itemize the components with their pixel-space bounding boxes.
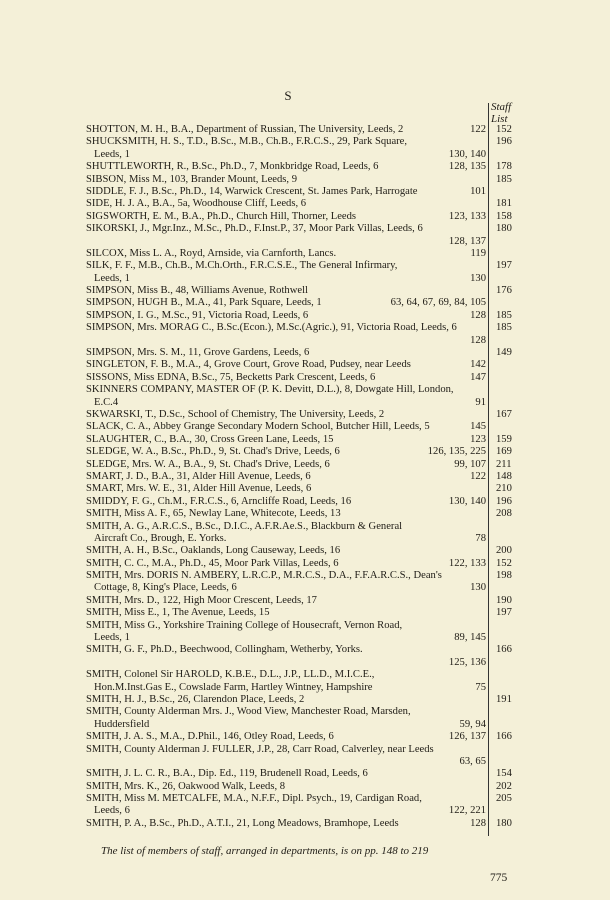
entry-text: SMITH, A. H., B.Sc., Oaklands, Long Causeway, Leeds, 16 [86, 545, 341, 557]
index-entry [86, 780, 512, 793]
entry-staff-page: 190 [496, 594, 512, 606]
entry-text: SMITH, J. L. C. R., B.A., Dip. Ed., 119, Brudenell Road, Leeds, 6 [86, 768, 368, 780]
index-entry-line [86, 495, 512, 508]
entry-page-refs: 130 [470, 582, 486, 594]
index-entry-line [86, 644, 512, 656]
index-entry-line [86, 408, 512, 421]
index-entry [86, 433, 512, 446]
entry-text: Leeds, 1 [94, 632, 130, 644]
entry-text: SINGLETON, F. B., M.A., 4, Grove Court, Grove Road, Pudsey, near Leeds [86, 359, 411, 371]
index-entry-line [86, 161, 512, 173]
index-entry-line [86, 124, 512, 136]
index-entry [86, 557, 512, 570]
index-entry-line [86, 570, 512, 582]
index-entry [86, 545, 512, 557]
index-entry-line [86, 620, 486, 632]
index-entry [86, 210, 512, 223]
index-entry-line [86, 297, 486, 309]
index-entry-line [86, 768, 512, 780]
entry-staff-page: 180 [496, 223, 512, 235]
entry-text: SIMPSON, Mrs. S. M., 11, Grove Gardens, Leeds, 6 [86, 347, 310, 359]
index-entry [86, 347, 512, 359]
index-entry-line [86, 657, 486, 669]
index-entry [86, 768, 512, 780]
entry-staff-page: 198 [496, 570, 512, 582]
entry-text: SIMPSON, HUGH B., M.A., 41, Park Square, Leeds, 1 [86, 297, 322, 309]
entry-text: Leeds, 6 [94, 805, 130, 817]
index-entry-line [86, 744, 486, 756]
entry-page-refs: 126, 137 [448, 731, 486, 743]
entry-page-refs: 63, 65 [459, 755, 486, 767]
entry-text: SKINNERS COMPANY, MASTER OF (P. K. Devitt, D.L.), 8, Dowgate Hill, London, [86, 384, 454, 396]
index-entry-line [86, 384, 486, 396]
index-entry-line [86, 186, 486, 198]
entry-text: SMITH, A. G., A.R.C.S., B.Sc., D.I.C., A.F.R.Ae.S., Blackburn & General [86, 520, 403, 532]
index-entry [86, 669, 486, 694]
entry-text: SLEDGE, W. A., B.Sc., Ph.D., 9, St. Chad's Drive, Leeds, 6 [86, 446, 340, 458]
entry-staff-page: 152 [496, 557, 512, 569]
entry-text: SMITH, H. J., B.Sc., 26, Clarendon Place, Leeds, 2 [86, 693, 305, 705]
entry-text: SIKORSKI, J., Mgr.Inz., M.Sc., Ph.D., F.Inst.P., 37, Moor Park Villas, Leeds, 6 [86, 223, 423, 235]
entry-staff-page: 205 [496, 793, 512, 805]
entry-page-refs: 145 [470, 421, 486, 433]
index-entry-list [86, 124, 512, 830]
index-entry-line [86, 557, 512, 570]
index-entry-line [86, 594, 512, 607]
index-entry-line [86, 223, 512, 235]
entry-page-refs: 122, 133 [448, 557, 486, 569]
index-entry-line [86, 582, 486, 594]
entry-page-refs: 122 [470, 124, 486, 135]
index-entry [86, 161, 512, 173]
entry-text: SMITH, P. A., B.Sc., Ph.D., A.T.I., 21, Long Meadows, Bramhope, Leeds [86, 817, 399, 829]
entry-text: SLAUGHTER, C., B.A., 30, Cross Green Lane, Leeds, 15 [86, 433, 334, 445]
entry-page-refs: 128, 137 [448, 235, 486, 247]
index-entry [86, 470, 512, 483]
index-entry [86, 607, 512, 619]
entry-staff-page: 200 [496, 545, 512, 557]
entry-page-refs: 122 [470, 470, 486, 482]
entry-text: SMITH, C. C., M.A., Ph.D., 45, Moor Park Villas, Leeds, 6 [86, 557, 339, 569]
entry-staff-page: 152 [496, 124, 512, 135]
entry-staff-page: 158 [496, 210, 512, 222]
entry-staff-page: 185 [496, 322, 512, 334]
entry-text: SMITH, Miss A. F., 65, Newlay Lane, Whitecote, Leeds, 13 [86, 508, 341, 520]
entry-staff-page: 167 [496, 408, 512, 420]
index-entry [86, 495, 512, 508]
entry-text: SHUTTLEWORTH, R., B.Sc., Ph.D., 7, Monkbridge Road, Leeds, 6 [86, 161, 379, 173]
index-entry-line [86, 508, 512, 520]
index-entry-line [86, 260, 512, 272]
index-entry-line [86, 521, 486, 533]
entry-text: Hon.M.Inst.Gas E., Cowslade Farm, Hartley Wintney, Hampshire [94, 681, 373, 693]
index-entry-line [86, 545, 512, 557]
entry-page-refs: 75 [475, 681, 486, 693]
index-entry-line [86, 780, 512, 793]
page-number: 775 [490, 872, 508, 884]
entry-text: SKWARSKI, T., D.Sc., School of Chemistry, The University, Leeds, 2 [86, 408, 385, 420]
index-entry [86, 260, 512, 285]
index-entry-line [86, 236, 486, 248]
entry-page-refs: 128, 135 [448, 161, 486, 173]
entry-text: SMITH, J. A. S., M.A., D.Phil., 146, Otley Road, Leeds, 6 [86, 731, 334, 743]
index-entry-line [86, 273, 486, 285]
index-entry-line [86, 817, 512, 830]
entry-text: SMART, J. D., B.A., 31, Alder Hill Avenue, Leeds, 6 [86, 470, 311, 482]
index-entry [86, 594, 512, 607]
index-entry-line [86, 210, 512, 223]
index-entry [86, 508, 512, 520]
index-entry [86, 297, 486, 309]
index-entry-line [86, 793, 512, 805]
entry-text: SIDDLE, F. J., B.Sc., Ph.D., 14, Warwick Crescent, St. James Park, Harrogate [86, 185, 418, 197]
index-entry-line [86, 483, 512, 495]
index-entry-line [86, 693, 512, 706]
index-entry-line [86, 458, 512, 471]
entry-staff-page: 180 [496, 817, 512, 829]
entry-text: SILK, F. F., M.B., Ch.B., M.Ch.Orth., F.R.C.S.E., The General Infirmary, [86, 260, 398, 272]
entry-text: Huddersfield [94, 718, 150, 730]
entry-text: SLEDGE, Mrs. W. A., B.A., 9, St. Chad's Drive, Leeds, 6 [86, 458, 330, 470]
entry-staff-page: 208 [496, 508, 512, 520]
entry-text: Leeds, 1 [94, 272, 130, 284]
index-entry [86, 817, 512, 830]
entry-text: SILCOX, Miss L. A., Royd, Arnside, via Carnforth, Lancs. [86, 247, 337, 259]
entry-page-refs: 130, 140 [448, 148, 486, 160]
index-entry [86, 706, 486, 731]
index-entry [86, 248, 486, 260]
index-entry [86, 186, 486, 198]
entry-text: SMITH, Miss M. METCALFE, M.A., N.F.F., Dipl. Psych., 19, Cardigan Road, [86, 793, 422, 805]
entry-text: SMITH, County Alderman Mrs. J., Wood View, Manchester Road, Marsden, [86, 706, 411, 718]
index-entry-line [86, 682, 486, 694]
index-entry-line [86, 470, 512, 483]
index-entry [86, 173, 512, 186]
index-entry-line [86, 173, 512, 186]
entry-text: Aircraft Co., Brough, E. Yorks. [94, 532, 227, 544]
index-entry-line [86, 421, 486, 433]
entry-page-refs: 89, 145 [454, 632, 486, 644]
entry-text: SMITH, Mrs. D., 122, High Moor Crescent, Leeds, 17 [86, 594, 317, 606]
entry-text: SHOTTON, M. H., B.A., Department of Russian, The University, Leeds, 2 [86, 124, 404, 135]
index-entry [86, 693, 512, 706]
index-entry [86, 731, 512, 743]
index-entry [86, 446, 512, 458]
entry-page-refs: 128 [470, 334, 486, 346]
entry-text: SISSONS, Miss EDNA, B.Sc., 75, Becketts Park Crescent, Leeds, 6 [86, 371, 376, 383]
staff-list-header-line: Staff [491, 101, 512, 113]
entry-text: SMITH, Mrs. K., 26, Oakwood Walk, Leeds, 8 [86, 780, 286, 792]
index-entry [86, 458, 512, 471]
entry-page-refs: 101 [470, 185, 486, 197]
index-entry-line [86, 285, 512, 297]
index-entry-line [86, 719, 486, 731]
entry-page-refs: 130, 140 [448, 495, 486, 507]
entry-text: SMITH, County Alderman J. FULLER, J.P., 28, Carr Road, Calverley, near Leeds [86, 743, 434, 755]
entry-staff-page: 185 [496, 309, 512, 321]
index-entry [86, 372, 486, 384]
entry-page-refs: 125, 136 [448, 656, 486, 668]
index-entry-line [86, 347, 512, 359]
index-entry-line [86, 136, 512, 148]
entry-staff-page: 169 [496, 446, 512, 458]
entry-staff-page: 197 [496, 260, 512, 272]
index-entry [86, 384, 486, 409]
index-entry-line [86, 805, 486, 817]
staff-list-note: The list of members of staff, arranged in departments, is on pp. 148 to 219 [101, 845, 429, 857]
entry-text: E.C.4 [94, 396, 119, 408]
index-entry [86, 570, 512, 595]
entry-staff-page: 202 [496, 780, 512, 792]
index-entry [86, 521, 486, 546]
index-entry [86, 408, 512, 421]
entry-page-refs: 59, 94 [459, 718, 486, 730]
entry-text: SLACK, C. A., Abbey Grange Secondary Modern School, Butcher Hill, Leeds, 5 [86, 421, 430, 433]
entry-staff-page: 181 [496, 198, 512, 210]
entry-text: SIDE, H. J. A., B.A., 5a, Woodhouse Cliff, Leeds, 6 [86, 198, 307, 210]
entry-text: SIBSON, Miss M., 103, Brander Mount, Leeds, 9 [86, 173, 297, 185]
entry-page-refs: 122, 221 [448, 805, 486, 817]
entry-text: SMITH, G. F., Ph.D., Beechwood, Collingham, Wetherby, Yorks. [86, 644, 363, 656]
index-entry [86, 309, 512, 322]
entry-staff-page: 149 [496, 347, 512, 359]
index-entry-line [86, 706, 486, 718]
entry-text: SMITH, Colonel Sir HAROLD, K.B.E., D.L., J.P., LL.D., M.I.C.E., [86, 669, 375, 681]
index-entry-line [86, 731, 512, 743]
entry-text: SIGSWORTH, E. M., B.A., Ph.D., Church Hill, Thorner, Leeds [86, 210, 357, 222]
index-entry-line [86, 632, 486, 644]
index-entry-line [86, 248, 486, 260]
index-entry-line [86, 322, 512, 334]
entry-page-refs: 123, 133 [448, 210, 486, 222]
index-entry-line [86, 309, 512, 322]
entry-staff-page: 197 [496, 607, 512, 619]
entry-text: SIMPSON, Miss B., 48, Williams Avenue, Rothwell [86, 285, 308, 297]
index-entry [86, 359, 486, 371]
entry-page-refs: 63, 64, 67, 69, 84, 105 [390, 297, 486, 309]
entry-staff-page: 191 [496, 693, 512, 705]
index-entry [86, 223, 512, 248]
index-entry [86, 322, 512, 347]
entry-staff-page: 176 [496, 285, 512, 297]
index-entry [86, 124, 512, 136]
entry-text: Leeds, 1 [94, 148, 130, 160]
entry-staff-page: 185 [496, 173, 512, 185]
index-entry-line [86, 756, 486, 768]
entry-page-refs: 147 [470, 371, 486, 383]
index-entry-line [86, 372, 486, 384]
entry-staff-page: 196 [496, 495, 512, 507]
entry-text: Cottage, 8, King's Place, Leeds, 6 [94, 582, 237, 594]
entry-text: SIMPSON, I. G., M.Sc., 91, Victoria Road, Leeds, 6 [86, 309, 309, 321]
entry-text: SMITH, Miss G., Yorkshire Training College of Housecraft, Vernon Road, [86, 619, 403, 631]
index-entry [86, 620, 486, 645]
entry-staff-page: 178 [496, 161, 512, 173]
entry-staff-page: 154 [496, 768, 512, 780]
index-entry [86, 744, 486, 769]
entry-page-refs: 126, 135, 225 [427, 446, 486, 458]
entry-page-refs: 123 [470, 433, 486, 445]
index-entry-line [86, 149, 486, 161]
index-entry-line [86, 607, 512, 619]
index-entry [86, 136, 512, 161]
index-entry [86, 793, 512, 818]
index-entry [86, 421, 486, 433]
index-entry-line [86, 335, 486, 347]
entry-page-refs: 128 [470, 817, 486, 829]
staff-list-header [491, 101, 511, 125]
entry-staff-page: 159 [496, 433, 512, 445]
staff-column-rule [488, 103, 489, 836]
index-entry [86, 483, 512, 495]
index-entry-line [86, 446, 512, 458]
entry-text: SHUCKSMITH, H. S., T.D., B.Sc., M.B., Ch.B., F.R.C.S., 29, Park Square, [86, 136, 408, 148]
entry-staff-page: 210 [496, 483, 512, 495]
index-entry-line [86, 533, 486, 545]
entry-text: SMITH, Miss E., 1, The Avenue, Leeds, 15 [86, 607, 270, 619]
entry-text: SMITH, Mrs. DORIS N. AMBERY, L.R.C.P., M.R.C.S., D.A., F.F.A.R.C.S., Dean's [86, 570, 442, 582]
index-entry-line [86, 397, 486, 409]
entry-staff-page: 196 [496, 136, 512, 148]
index-entry-line [86, 198, 512, 210]
index-entry [86, 644, 512, 669]
index-entry-line [86, 669, 486, 681]
entry-staff-page: 148 [496, 470, 512, 482]
entry-page-refs: 78 [475, 532, 486, 544]
section-letter: S [284, 88, 292, 103]
entry-page-refs: 130 [470, 272, 486, 284]
entry-text: SMART, Mrs. W. E., 31, Alder Hill Avenue, Leeds, 6 [86, 483, 312, 495]
entry-page-refs: 142 [470, 359, 486, 371]
entry-staff-page: 211 [496, 458, 512, 470]
index-entry-line [86, 433, 512, 446]
entry-page-refs: 128 [470, 309, 486, 321]
staff-list-header-line: List [491, 113, 508, 125]
entry-text: SIMPSON, Mrs. MORAG C., B.Sc.(Econ.), M.Sc.(Agric.), 91, Victoria Road, Leeds, 6 [86, 322, 457, 334]
entry-text: SMIDDY, F. G., Ch.M., F.R.C.S., 6, Arncliffe Road, Leeds, 16 [86, 495, 352, 507]
entry-staff-page: 166 [496, 731, 512, 743]
index-entry [86, 198, 512, 210]
index-entry [86, 285, 512, 297]
entry-page-refs: 99, 107 [454, 458, 486, 470]
index-entry-line [86, 359, 486, 371]
entry-staff-page: 166 [496, 644, 512, 656]
entry-page-refs: 119 [470, 247, 486, 259]
entry-page-refs: 91 [475, 396, 486, 408]
